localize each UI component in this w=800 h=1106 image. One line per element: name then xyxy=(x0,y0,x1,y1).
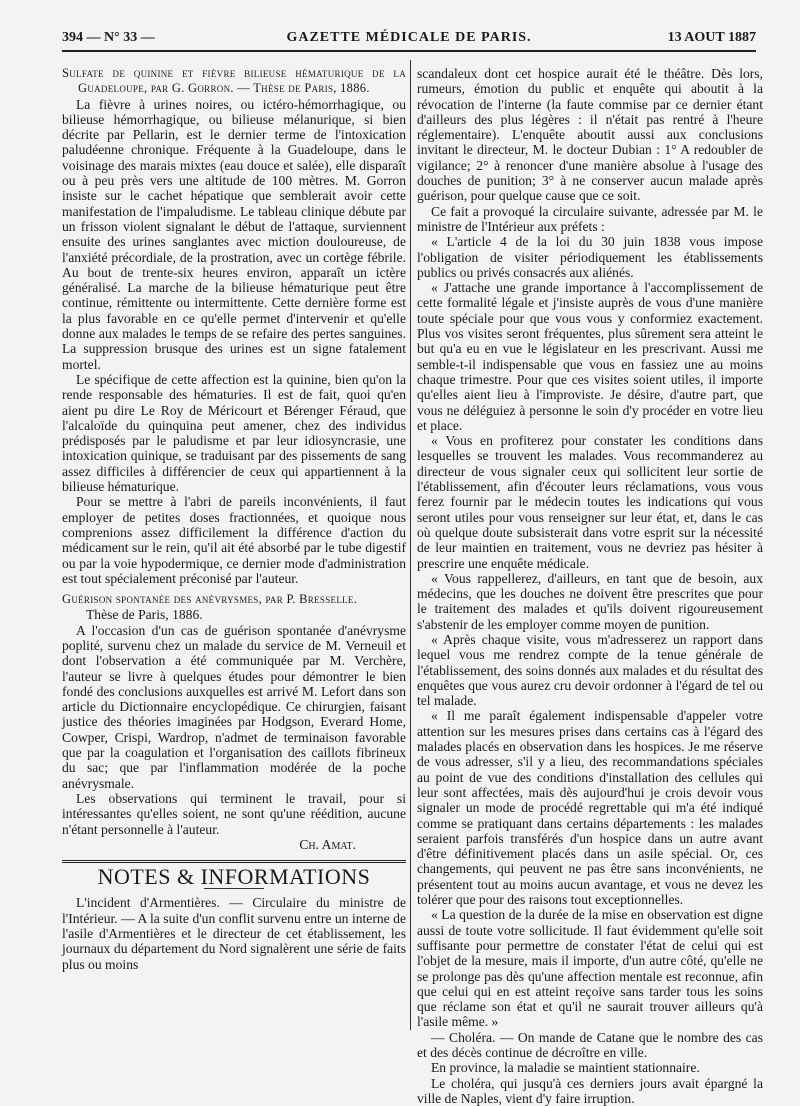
section-rule xyxy=(62,860,406,863)
circular-quote: « Vous en profiterez pour constater les conditions dans lesquelles se trouvent les malades. Vous recommanderez au directeur de vous signaler ceux qui sollicitent leur sortie de l'établissement, afin d'écouter leurs réclamations, vous vous ferez fournir par le médecin toutes les indications qui vous seront utiles pour vous renseigner sur leur état, et, dans le cas où quelque doute subsisterait dans votre esprit sur la nécessité de leur maintien en traitement, vous ne devriez pas hésiter à prescrire une enquête médicale. xyxy=(417,433,763,571)
page-number: 394 — N° 33 — xyxy=(62,30,155,45)
paragraph: Le choléra, qui jusqu'à ces derniers jours avait épargné la ville de Naples, vient d'y faire irruption. xyxy=(417,1075,763,1106)
circular-quote: « La question de la durée de la mise en observation est digne aussi de toute votre sollicitude. Il faut évidemment qu'elle soit suffisante pour permettre de constater l'état de celui qui est l'objet de la mesure, mais il importe, d'un autre côté, qu'elle ne se prolonge pas dès qu'une affection mentale est reconnue, afin que celui qui en est atteint reçoive sans tarder tous les soins que réclame son état et qu'il ne saurait trouver ailleurs qu'à l'asile même. » xyxy=(417,907,763,1030)
paragraph: La fièvre à urines noires, ou ictéro-hémorrhagique, ou bilieuse hémorrhagique, ou bilieuse mélanurique, si bien décrite par Pellarin, est le dernier terme de l'intoxication paludéenne chronique. Fréquente à la Guadeloupe, dans le voisinage des marais mixtes (eau douce et salée), elle disparaît ou à peu près vers une altitude de 100 mètres. M. Gorron insiste sur le cachet hépatique que semblerait avoir cette manifestation de l'impaludisme. Le tableau clinique débute par un frisson violent signalant le début de l'attaque, surviennent ensuite des urines sanglantes avec miction douloureuse, de l'anxiété précordiale, de la prostration, avec un cortège fébrile. Au bout de trente-six heures environ, apparaît un ictère généralisé. La marche de la bilieuse hématurique peut être continue, rémittente ou intermittente. Cette dernière forme est la plus favorable en ce qu'elle permet d'intervenir et qu'elle donne aux malades le temps de se refaire des pertes sanguines. La suppression brusque des urines est un signe fatalement mortel. xyxy=(62,96,406,372)
paragraph: Pour se mettre à l'abri de pareils inconvénients, il faut employer de petites doses fractionnées, et quoique nous comprenions assez difficilement la différence d'action du médicament sur le rein, qu'il ait été absorbé par le tube digestif ou par la voie hypodermique, ce dernier mode d'administration est tout spécialement préconisé par l'auteur. xyxy=(62,494,406,586)
paragraph: L'incident d'Armentières. — Circulaire du ministre de l'Intérieur. — A la suite d'un conflit survenu entre un interne de l'asile d'Armentières et le directeur de cet établissement, les journaux du département du Nord signalèrent une série de faits plus ou moins xyxy=(62,895,406,972)
right-column xyxy=(417,66,763,1106)
circular-quote: « Après chaque visite, vous m'adresserez un rapport dans lequel vous me rendrez compte de la tenue générale de l'établissement, des soins donnés aux malades et du résultat des enquêtes que vous aurez cru devoir ordonner à l'égard de tel ou tel malade. xyxy=(417,631,763,709)
paragraph: En province, la maladie se maintient stationnaire. xyxy=(431,1060,700,1076)
paragraph: scandaleux dont cet hospice aurait été le théâtre. Dès lors, rumeurs, émotion du public et enquête qui aboutit à la révocation de l'interne (la faute commise par ce dernier étant d'ailleurs des plus légères : il n'était pas rentré à l'heure réglementaire). L'enquête aboutit aussi aux conclusions invitant le directeur, M. le docteur Dubian : 1° A redoubler de vigilance; 2° à renoncer d'une manière absolue à l'usage des douches de punition; 3° à ne conserver aucun malade après guérison, pour quelque cause que ce soit. xyxy=(417,66,763,204)
paragraph: Le spécifique de cette affection est la quinine, bien qu'on la rende responsable des hématuries. Il est de fait, quoi qu'en aient pu dire Le Roy de Méricourt et Bérenger Féraud, que l'alcaloïde du quinquina peut amener, chez des individus prédisposés par le paludisme et par leur idiosyncrasie, une intoxication quinique, se traduisant par des pissements de sang assez difficiles à différencier de ceux qui appartiennent à la bilieuse hématurique. xyxy=(62,371,406,495)
circular-quote: « J'attache une grande importance à l'accomplissement de cette formalité légale et j'insiste auprès de vous d'une manière toute spéciale pour que vous vous y conformiez exactement. Plus vos visites seront fréquentes, plus sûrement sera atteint le but qu'a eu en vue le législateur en les prescrivant. Aussi me semble-t-il indispensable que vous en fassiez une au moins chaque trimestre. Pour que ces visites soient utiles, il importe qu'elles aient lieu à l'improviste. Je désire, d'autre part, que vous ne déléguiez à personne le soin d'y procéder en votre lieu et place. xyxy=(417,280,763,433)
paragraph: Ce fait a provoqué la circulaire suivante, adressée par M. le ministre de l'Intérieur aux préfets : xyxy=(417,203,763,234)
news-item-cholera: — Choléra. — On mande de Catane que le nombre des cas et des décès continue de décroître en ville. xyxy=(417,1029,763,1060)
circular-quote: « L'article 4 de la loi du 30 juin 1838 vous impose l'obligation de visiter périodiquement les établissements publics ou privés consacrés aux aliénés. xyxy=(417,234,763,280)
article-title-aneurysm: Guérison spontanée des anévrysmes, par P. Bresselle. xyxy=(62,592,358,607)
header-rule xyxy=(62,50,756,52)
author-signature: Ch. Amat. xyxy=(299,836,356,852)
issue-date: 13 AOUT 1887 xyxy=(667,30,756,45)
circular-quote: « Il me paraît également indispensable d'appeler votre attention sur les mesures prises dans certains cas à l'égard des malades placés en observation dans les hospices. Je me réserve de vous adresser, s'il y a lieu, des recommandations spéciales au point de vue des conditions d'installation des cellules qui leur sont affectées, mais dès aujourd'hui je crois devoir vous signaler un mode de procédé regrettable qui m'a été indiqué comme se pratiquant dans certains départements : les malades seraient parfois transférés d'un hospice dans un autre avant d'être définitivement placés dans un asile spécial. Or, ces changements, qui peuvent ne pas être sans inconvénients, ne présentent tout au moins aucun avantage, et vous ne devez les tolérer que pour des raisons tout exceptionnelles. xyxy=(417,708,763,908)
column-divider xyxy=(410,60,411,1030)
section-heading: NOTES & INFORMATIONS xyxy=(97,864,371,890)
circular-quote: « Vous rappellerez, d'ailleurs, en tant que de besoin, aux médecins, que les douches ne doivent être prescrites que pour le traitement des malades et qu'ils doivent rigoureusement s'abstenir de les employer comme moyen de punition. xyxy=(417,570,763,632)
article-title-quinine: Sulfate de quinine et fièvre bilieuse hématurique de la Guadeloupe, par G. Gorron. — Thèse de Paris, 1886. xyxy=(62,66,406,96)
journal-title: GAZETTE MÉDICALE DE PARIS. xyxy=(286,30,532,45)
page-header xyxy=(62,30,756,50)
left-column xyxy=(62,66,406,1030)
thesis-reference: Thèse de Paris, 1886. xyxy=(86,607,203,623)
paragraph: Les observations qui terminent le travail, pour si intéressantes qu'elles soient, ne sont qu'une réédition, aucune n'étant personnelle à l'auteur. xyxy=(62,790,406,837)
paragraph: A l'occasion d'un cas de guérison spontanée d'anévrysme poplité, survenu chez un malade du service de M. Verneuil et dont l'observation a été communiquée par M. Verchère, l'auteur se livre à quelques études pour démontrer le bien fondé des conclusions auxquelles est arrivé M. Lefort dans son article du Dictionnaire encyclopédique. Ce chirurgien, faisant justice des théories imaginées par Hodgson, Everard Home, Cowper, Crispi, Wardrop, n'admet de terminaison favorable que par la coagulation et l'organisation des caillots fibrineux du sac; que par l'inflammation modérée de la poche anévrysmale. xyxy=(62,622,406,791)
